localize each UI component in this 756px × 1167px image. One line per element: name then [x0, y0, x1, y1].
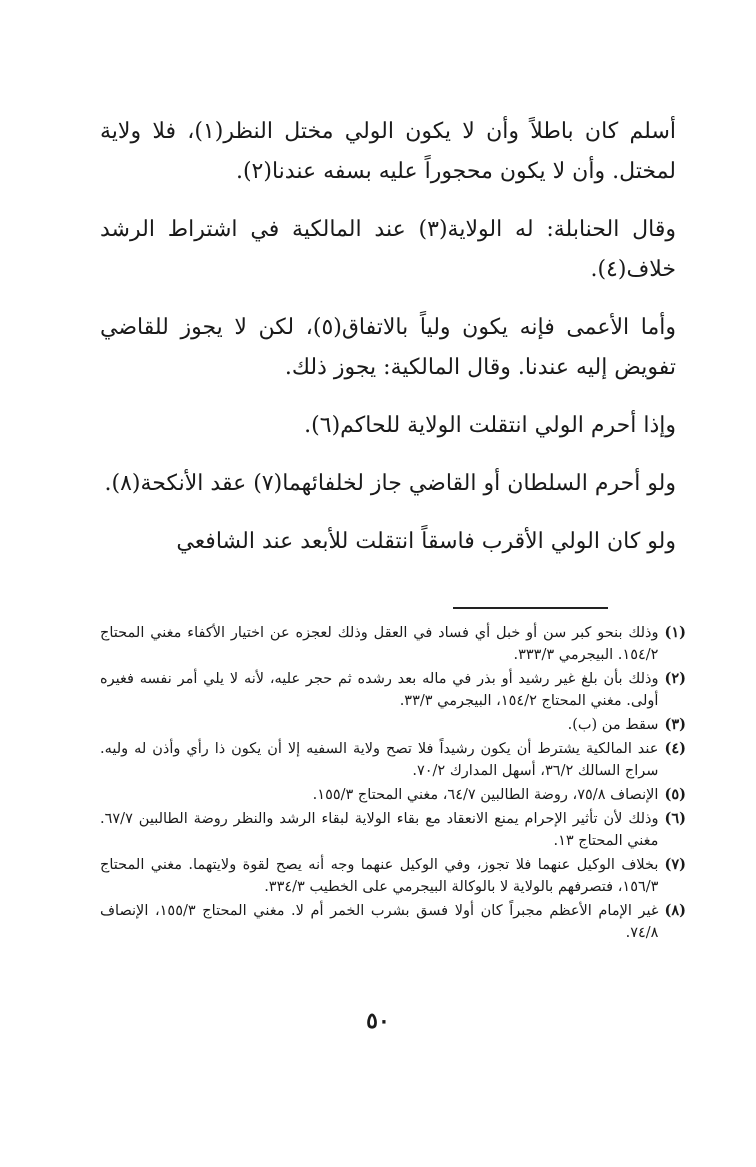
footnote-5: [100, 784, 686, 806]
body-paragraph-4: وإذا أحرم الولي انتقلت الولاية للحاكم(٦).: [304, 413, 676, 438]
footnote-number: (١): [664, 624, 686, 641]
footnote-text: وذلك بأن بلغ غير رشيد أو بذر في ماله بعد رشده ثم حجر عليه، لأنه لا يلي أمر نفسه فغيره أولى. مغني المحتاج ١٥٤/٢، البيجرمي ٣٣/٣.: [100, 671, 659, 709]
footnote-number: (٧): [664, 856, 686, 873]
footnote-4: [100, 738, 686, 782]
footnotes: [100, 622, 686, 946]
footnote-text: سقط من (ب).: [567, 717, 659, 733]
body-paragraph-1: أسلم كان باطلاً وأن لا يكون الولي مختل النظر(١)، فلا ولاية لمختل. وأن لا يكون محجوراً عليه بسفه عندنا(٢).: [100, 119, 676, 184]
footnote-2: [100, 668, 686, 712]
footnote-text: الإنصاف ٧٥/٨، روضة الطالبين ٦٤/٧، مغني المحتاج ١٥٥/٣.: [312, 787, 659, 803]
footnote-text: غير الإمام الأعظم مجبراً كان أولا فسق بشرب الخمر أم لا. مغني المحتاج ١٥٥/٣، الإنصاف ٧٤/٨.: [100, 903, 659, 941]
footnote-number: (٦): [664, 810, 686, 827]
body-paragraph-6: ولو كان الولي الأقرب فاسقاً انتقلت للأبعد عند الشافعي: [176, 529, 676, 554]
footnote-text: وذلك بنحو كبر سن أو خبل أي فساد في العقل وذلك لعجزه عن اختيار الأكفاء مغني المحتاج ١٥٤/٢. البيجرمي ٣٣٣/٣.: [100, 625, 659, 663]
footnote-number: (٣): [664, 716, 686, 733]
footnote-6: [100, 808, 686, 852]
body-paragraph-3: وأما الأعمى فإنه يكون ولياً بالاتفاق(٥)، لكن لا يجوز للقاضي تفويض إليه عندنا. وقال المالكية: يجوز ذلك.: [100, 315, 677, 380]
footnote-8: [100, 900, 686, 944]
footnote-number: (٨): [664, 902, 686, 919]
body-paragraph-2: وقال الحنابلة: له الولاية(٣) عند المالكية في اشتراط الرشد خلاف(٤).: [100, 217, 676, 282]
footnote-number: (٤): [664, 740, 686, 757]
footnote-divider: [453, 607, 608, 609]
footnote-3: [100, 714, 686, 736]
page-number: ٥٠: [366, 1008, 390, 1034]
footnote-text: بخلاف الوكيل عنهما فلا تجوز، وفي الوكيل عنهما وجه أنه يصح لقوة ولايتهما. مغني المحتاج ١٥٦/٣، فتصرفهم بالولاية لا بالوكالة البيجرمي على الخطيب ٣٣٤/٣.: [100, 857, 659, 895]
footnote-1: [100, 622, 686, 666]
main-text: [100, 112, 676, 580]
body-paragraph-5: ولو أحرم السلطان أو القاضي جاز لخلفائهما(٧) عقد الأنكحة(٨).: [104, 471, 676, 496]
footnote-7: [100, 854, 686, 898]
footnote-number: (٥): [664, 786, 686, 803]
footnote-number: (٢): [664, 670, 686, 687]
footnote-text: وذلك لأن تأثير الإحرام يمنع الانعقاد مع بقاء الولاية لبقاء الرشد والنظر روضة الطالبين ٦٧/٧. مغني المحتاج ١٣.: [100, 811, 659, 849]
footnote-text: عند المالكية يشترط أن يكون رشيداً فلا تصح ولاية السفيه إلا أن يكون ذا رأي وأذن له وليه. سراج السالك ٣٦/٢، أسهل المدارك ٧٠/٢.: [100, 741, 659, 779]
